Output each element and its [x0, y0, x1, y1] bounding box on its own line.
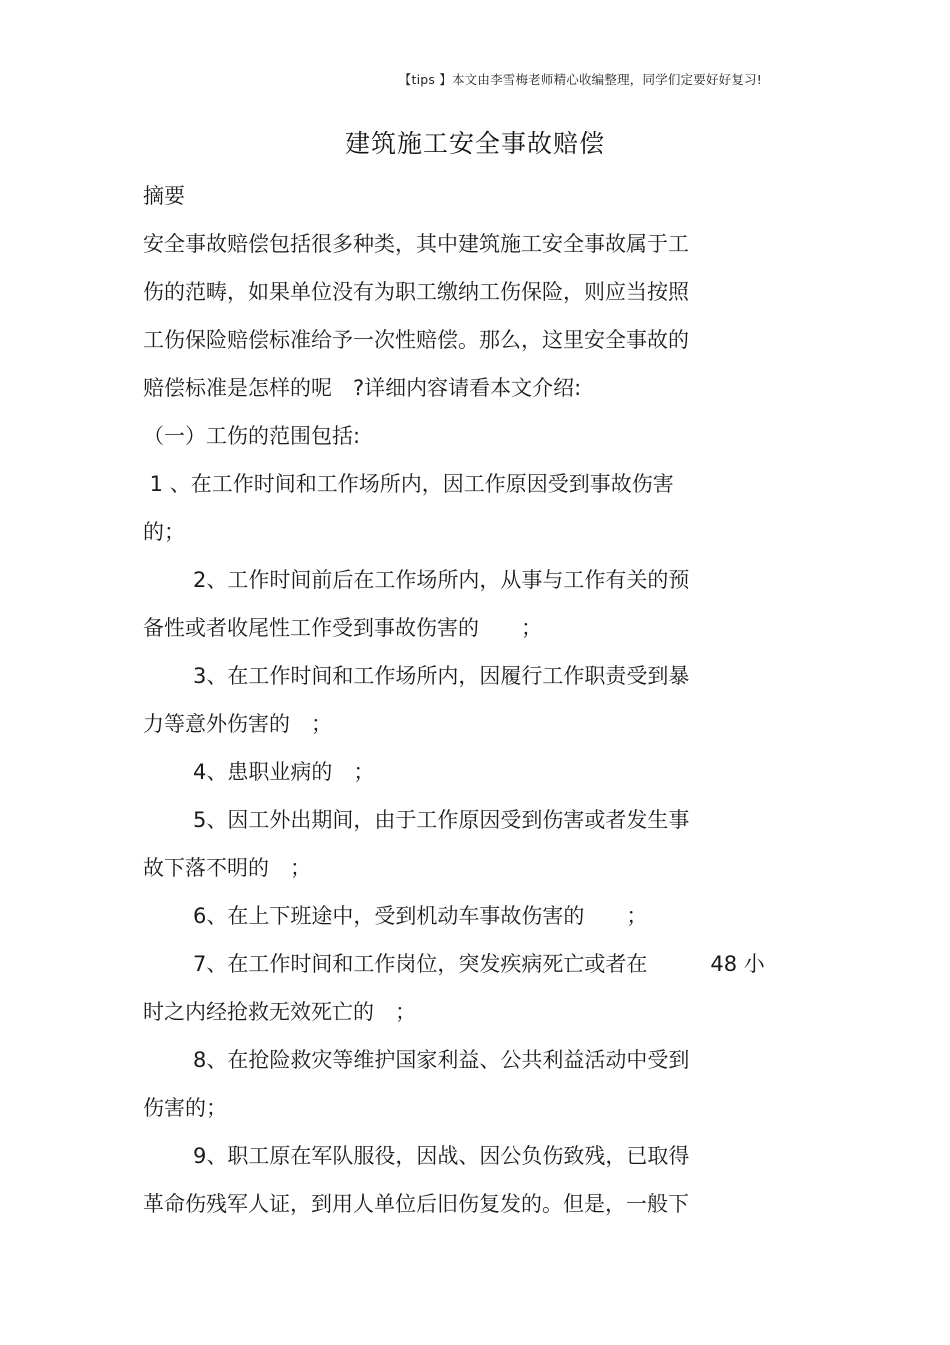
list-item-line: 9、职工原在军队服役，因战、因公负伤致残，已取得 [193, 1144, 690, 1168]
list-item-line: 3、在工作时间和工作场所内，因履行工作职责受到暴 [193, 664, 690, 688]
list-item-line: 力等意外伤害的 ； [143, 712, 332, 736]
list-item-line: 故下落不明的 ； [143, 856, 311, 880]
list-item-line: 备性或者收尾性工作受到事故伤害的 ； [143, 616, 542, 640]
list-item-line: 8、在抢险救灾等维护国家利益、公共利益活动中受到 [193, 1048, 690, 1072]
paragraph-line: 安全事故赔偿包括很多种类，其中建筑施工安全事故属于工 [143, 232, 689, 256]
paragraph-line: 伤的范畴，如果单位没有为职工缴纳工伤保险，则应当按照 [143, 280, 689, 304]
list-item-line: 时之内经抢救无效死亡的 ； [143, 1000, 416, 1024]
document-title: 建筑施工安全事故赔偿 [344, 129, 605, 158]
abstract-heading: 摘要 [143, 184, 185, 208]
list-item-line: 4、患职业病的 ； [193, 760, 375, 784]
list-item-line: 的； [143, 520, 185, 544]
list-item-line: 1 、在工作时间和工作场所内，因工作原因受到事故伤害 [143, 472, 674, 496]
list-item-line: 7、在工作时间和工作岗位，突发疾病死亡或者在 48 小 [193, 952, 765, 976]
list-item-line: 2、工作时间前后在工作场所内，从事与工作有关的预 [193, 568, 690, 592]
list-item-line: 革命伤残军人证，到用人单位后旧伤复发的。但是，一般下 [143, 1192, 689, 1216]
tips-header: 【tips 】本文由李雪梅老师精心收编整理，同学们定要好好复习! [398, 72, 762, 87]
paragraph-line: 赔偿标准是怎样的呢 ?详细内容请看本文介绍: [143, 376, 582, 400]
paragraph-line: 工伤保险赔偿标准给予一次性赔偿。那么，这里安全事故的 [143, 328, 689, 352]
list-item-line: 伤害的； [143, 1096, 227, 1120]
section-heading: （一）工伤的范围包括: [143, 424, 361, 448]
list-item-line: 5、因工外出期间，由于工作原因受到伤害或者发生事 [193, 808, 690, 832]
list-item-line: 6、在上下班途中，受到机动车事故伤害的 ； [193, 904, 648, 928]
